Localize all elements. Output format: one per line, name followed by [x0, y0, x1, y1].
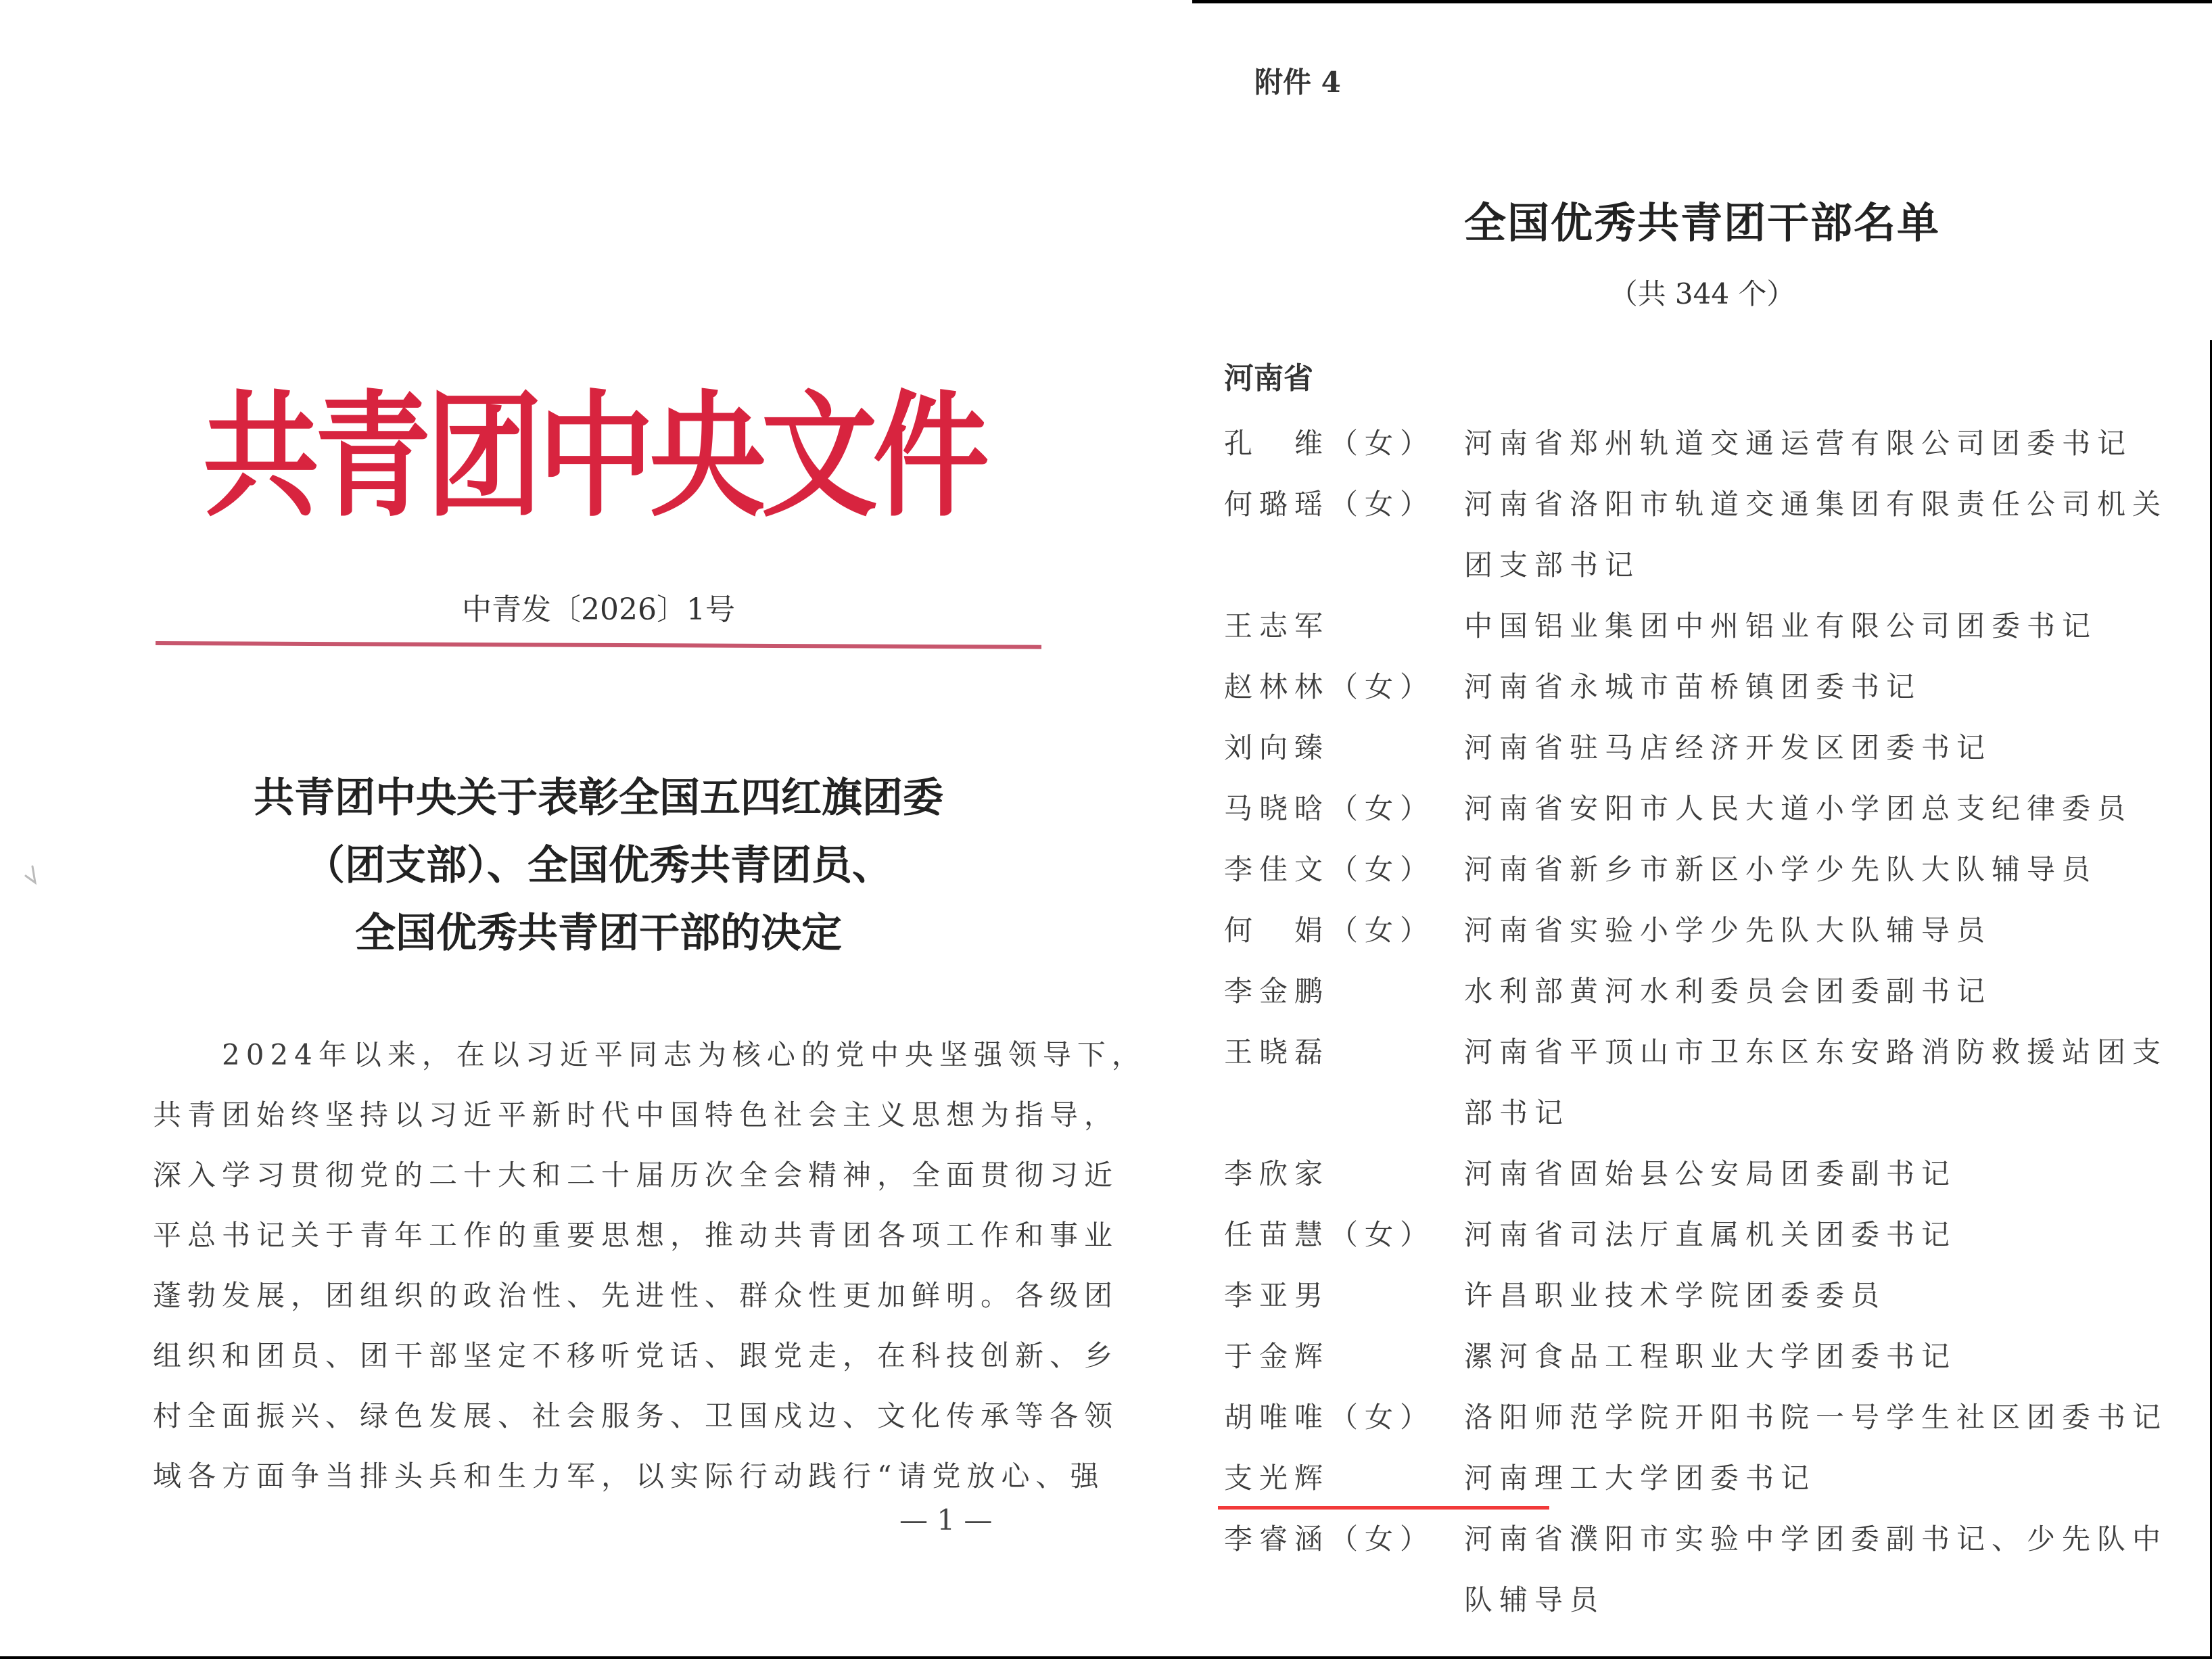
- body-line: 蓬勃发展，团组织的政治性、先进性、群众性更加鲜明。各级团: [153, 1279, 1119, 1312]
- honoree-name: 李亚男: [1224, 1279, 1330, 1312]
- decision-heading-line-2: （团支部）、全国优秀共青团员、: [304, 842, 893, 889]
- body-line: 组织和团员、团干部坚定不移听党话、跟党走，在科技创新、乡: [153, 1339, 1119, 1372]
- province-heading: 河南省: [1224, 361, 1313, 396]
- honoree-position: 河南省郑州轨道交通运营有限公司团委书记: [1464, 427, 2133, 460]
- honoree-name: 任苗慧（女）: [1224, 1218, 1436, 1251]
- honoree-name: 支光辉: [1224, 1462, 1330, 1495]
- honoree-position: 河南省平顶山市卫东区东安路消防救援站团支部书记: [1464, 1035, 2168, 1129]
- decision-heading-line-3: 全国优秀共青团干部的决定: [355, 910, 842, 957]
- honoree-position: 漯河食品工程职业大学团委书记: [1464, 1340, 1957, 1373]
- honoree-name: 孔 维（女）: [1224, 427, 1436, 460]
- pen-mark-icon: [23, 862, 50, 889]
- honoree-name: 何 娟（女）: [1224, 914, 1436, 947]
- body-line: 共青团始终坚持以习近平新时代中国特色社会主义思想为指导，: [153, 1098, 1119, 1131]
- honoree-position: 河南省洛阳市轨道交通集团有限责任公司机关团支部书记: [1464, 488, 2168, 582]
- honoree-position: 河南省固始县公安局团委副书记: [1464, 1157, 1957, 1190]
- honoree-name: 何璐瑶（女）: [1224, 488, 1436, 521]
- honoree-name: 王志军: [1224, 609, 1330, 642]
- honoree-name: 李睿涵（女）: [1224, 1522, 1436, 1556]
- honoree-position: 河南理工大学团委书记: [1464, 1462, 1816, 1495]
- honoree-name: 于金辉: [1224, 1340, 1330, 1373]
- body-line: 深入学习贯彻党的二十大和二十届历次全会精神，全面贯彻习近: [153, 1159, 1119, 1192]
- bottom-border-bar: [0, 1656, 2212, 1659]
- body-line: 村全面振兴、绿色发展、社会服务、卫国戍边、文化传承等各领: [153, 1399, 1119, 1432]
- attachment-label: 附件 4: [1254, 66, 1341, 99]
- honoree-position: 许昌职业技术学院团委委员: [1464, 1279, 1887, 1312]
- body-line: 平总书记关于青年工作的重要思想，推动共青团各项工作和事业: [153, 1219, 1119, 1252]
- list-title: 全国优秀共青团干部名单: [1463, 198, 1940, 248]
- honoree-name: 李欣家: [1224, 1157, 1330, 1190]
- honoree-name: 赵林林（女）: [1224, 670, 1436, 703]
- honoree-position: 洛阳师范学院开阳书院一号学生社区团委书记: [1464, 1401, 2168, 1434]
- honoree-name: 马晓晗（女）: [1224, 792, 1436, 825]
- honoree-position: 河南省濮阳市实验中学团委副书记、少先队中队辅导员: [1464, 1522, 2168, 1616]
- honoree-position: 河南省新乡市新区小学少先队大队辅导员: [1464, 853, 2098, 886]
- honoree-position: 中国铝业集团中州铝业有限公司团委书记: [1464, 609, 2098, 642]
- decision-heading-line-1: 共青团中央关于表彰全国五四红旗团委: [254, 774, 943, 822]
- honoree-position: 河南省永城市苗桥镇团委书记: [1464, 670, 1922, 703]
- body-line: 域各方面争当排头兵和生力军，以实际行动践行“请党放心、强: [153, 1459, 1105, 1493]
- top-border-bar: [1192, 0, 2212, 3]
- honoree-position: 水利部黄河水利委员会团委副书记: [1464, 975, 1992, 1008]
- honoree-position: 河南省安阳市人民大道小学团总支纪律委员: [1464, 792, 2133, 825]
- honoree-name: 刘向臻: [1224, 731, 1330, 764]
- masthead-title: 共青团中央文件: [203, 377, 985, 536]
- honoree-position: 河南省实验小学少先队大队辅导员: [1464, 914, 1992, 947]
- page-number: — 1 —: [899, 1503, 993, 1537]
- honoree-position: 河南省驻马店经济开发区团委书记: [1464, 731, 1992, 764]
- body-line: 2024年以来，在以习近平同志为核心的党中央坚强领导下，: [153, 1038, 1146, 1071]
- red-divider-rule: [156, 641, 1041, 649]
- honoree-name: 李佳文（女）: [1224, 853, 1436, 886]
- honoree-position: 河南省司法厅直属机关团委书记: [1464, 1218, 1957, 1251]
- honoree-name: 李金鹏: [1224, 975, 1330, 1008]
- document-number: 中青发〔2026〕1号: [462, 592, 735, 627]
- honoree-name: 王晓磊: [1224, 1035, 1330, 1069]
- honoree-name: 胡唯唯（女）: [1224, 1401, 1436, 1434]
- list-count: （共 344 个）: [1609, 277, 1795, 310]
